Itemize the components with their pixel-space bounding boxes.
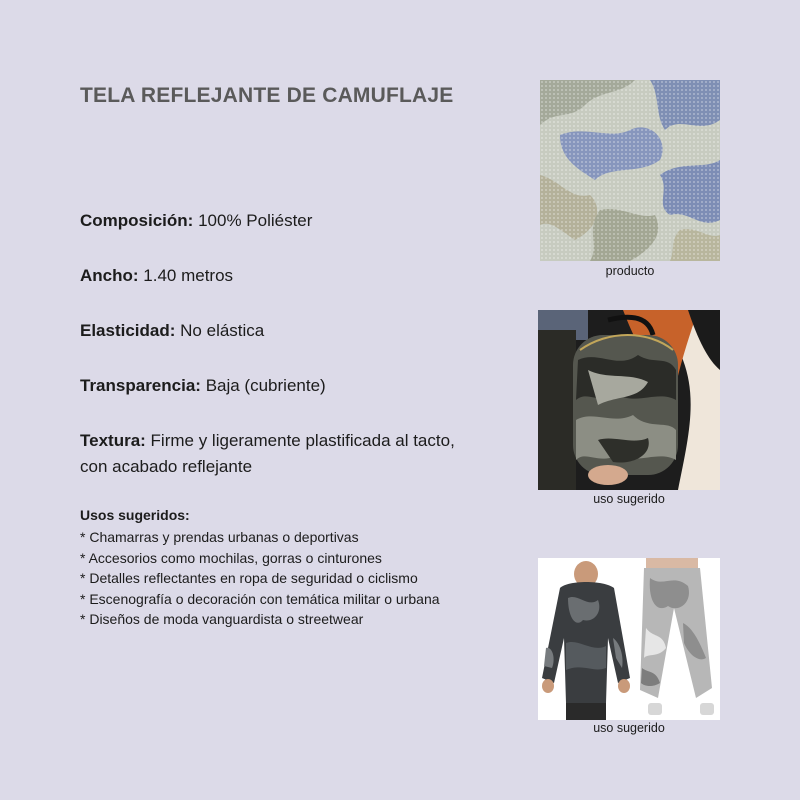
- spec-label: Textura:: [80, 431, 146, 450]
- image-caption: uso sugerido: [593, 492, 665, 506]
- spec-value: Firme y ligeramente plastificada al tacto,: [150, 431, 455, 450]
- spec-transparency: [80, 373, 510, 399]
- spec-value: Baja (cubriente): [205, 376, 326, 395]
- spec-composition: [80, 208, 510, 234]
- camo-jacket-pants-photo: [538, 558, 720, 720]
- spec-value-continued: con acabado reflejante: [80, 457, 253, 476]
- camo-fabric-photo: [540, 80, 720, 261]
- spec-label: Ancho:: [80, 266, 139, 285]
- spec-value: 100% Poliéster: [198, 211, 313, 230]
- list-item: * Chamarras y prendas urbanas o deportivas: [80, 529, 359, 545]
- page-title: TELA REFLEJANTE DE CAMUFLAJE: [80, 84, 454, 107]
- spec-value: No elástica: [180, 321, 265, 340]
- camo-backpack-photo: [538, 310, 720, 490]
- list-item: * Accesorios como mochilas, gorras o cinturones: [80, 549, 382, 566]
- spec-width: [80, 263, 510, 289]
- list-item: * Diseños de moda vanguardista o streetwear: [80, 611, 364, 627]
- uses-list: [80, 527, 440, 630]
- image-caption: producto: [605, 264, 655, 278]
- spec-elasticity: [80, 318, 510, 344]
- spec-texture: [80, 428, 510, 480]
- spec-value: 1.40 metros: [143, 266, 234, 285]
- list-item: * Escenografía o decoración con temática militar o urbana: [80, 590, 440, 607]
- list-item: * Detalles reflectantes en ropa de seguridad o ciclismo: [80, 570, 418, 586]
- spec-label: Transparencia:: [80, 376, 201, 395]
- spec-label: Composición:: [80, 211, 194, 230]
- image-caption: uso sugerido: [593, 721, 665, 735]
- spec-label: Elasticidad:: [80, 321, 176, 340]
- uses-title: Usos sugeridos:: [80, 507, 190, 523]
